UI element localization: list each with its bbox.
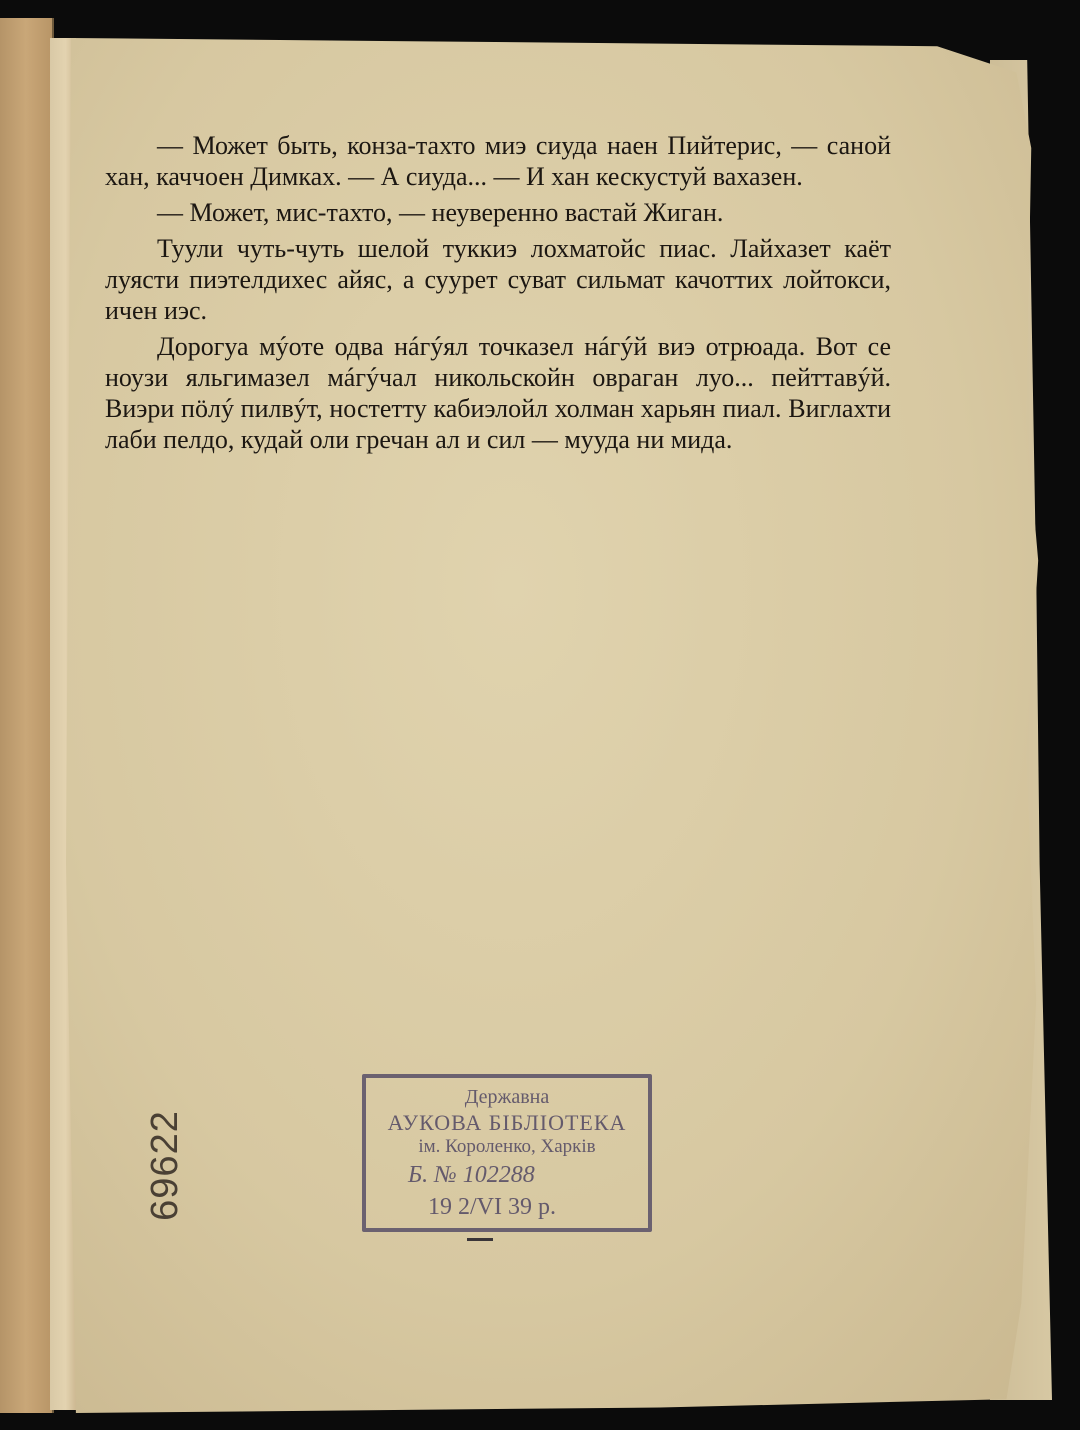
stamp-line-4: Б. № 102288: [408, 1162, 535, 1188]
library-stamp: [362, 1074, 652, 1232]
inventory-number: [143, 1100, 187, 1230]
paragraph-3: Туули чуть-чуть шелой туккиэ лохматойс пиас. Лайхазет каёт луясти пиэтелдихес айяс, а суурет суват сильмат качоттих лойтокси, ичен иэс.: [105, 234, 891, 325]
stamp-line-1: Державна: [464, 1086, 550, 1108]
stamp-line-5: 19 2/VI 39 р.: [428, 1194, 556, 1220]
body-text: [105, 130, 891, 460]
inventory-number-text: 69622: [143, 1109, 186, 1221]
paragraph-1: — Может быть, конза-тахто миэ сиуда наен Пийтерис, — саной хан, каччоен Димках. — А сиуда... — И хан кескустуй вахазен.: [105, 131, 891, 191]
paragraph-2: — Может, мис-тахто, — неуверенно вастай Жиган.: [157, 198, 724, 227]
stamp-line-2: АУКОВА БІБЛІОТЕКА: [387, 1110, 627, 1135]
paragraph-4: Дорогуа мýоте одва нáгýял точказел нáгýй виэ отрюада. Вот се ноузи яльгимазел мáгýчал никольскойн овраган луо... пейттавýй. Виэри пöлý пилвýт, ностетту кабиэлойл холман харьян пиал. Виглахти лаби пелдо, кудай оли гречан ал и сил — мууда ни мида.: [105, 332, 891, 454]
ink-dash-mark: [467, 1238, 493, 1241]
stamp-line-3: ім. Короленко, Харків: [418, 1136, 596, 1157]
left-page-edge: [0, 18, 54, 1413]
